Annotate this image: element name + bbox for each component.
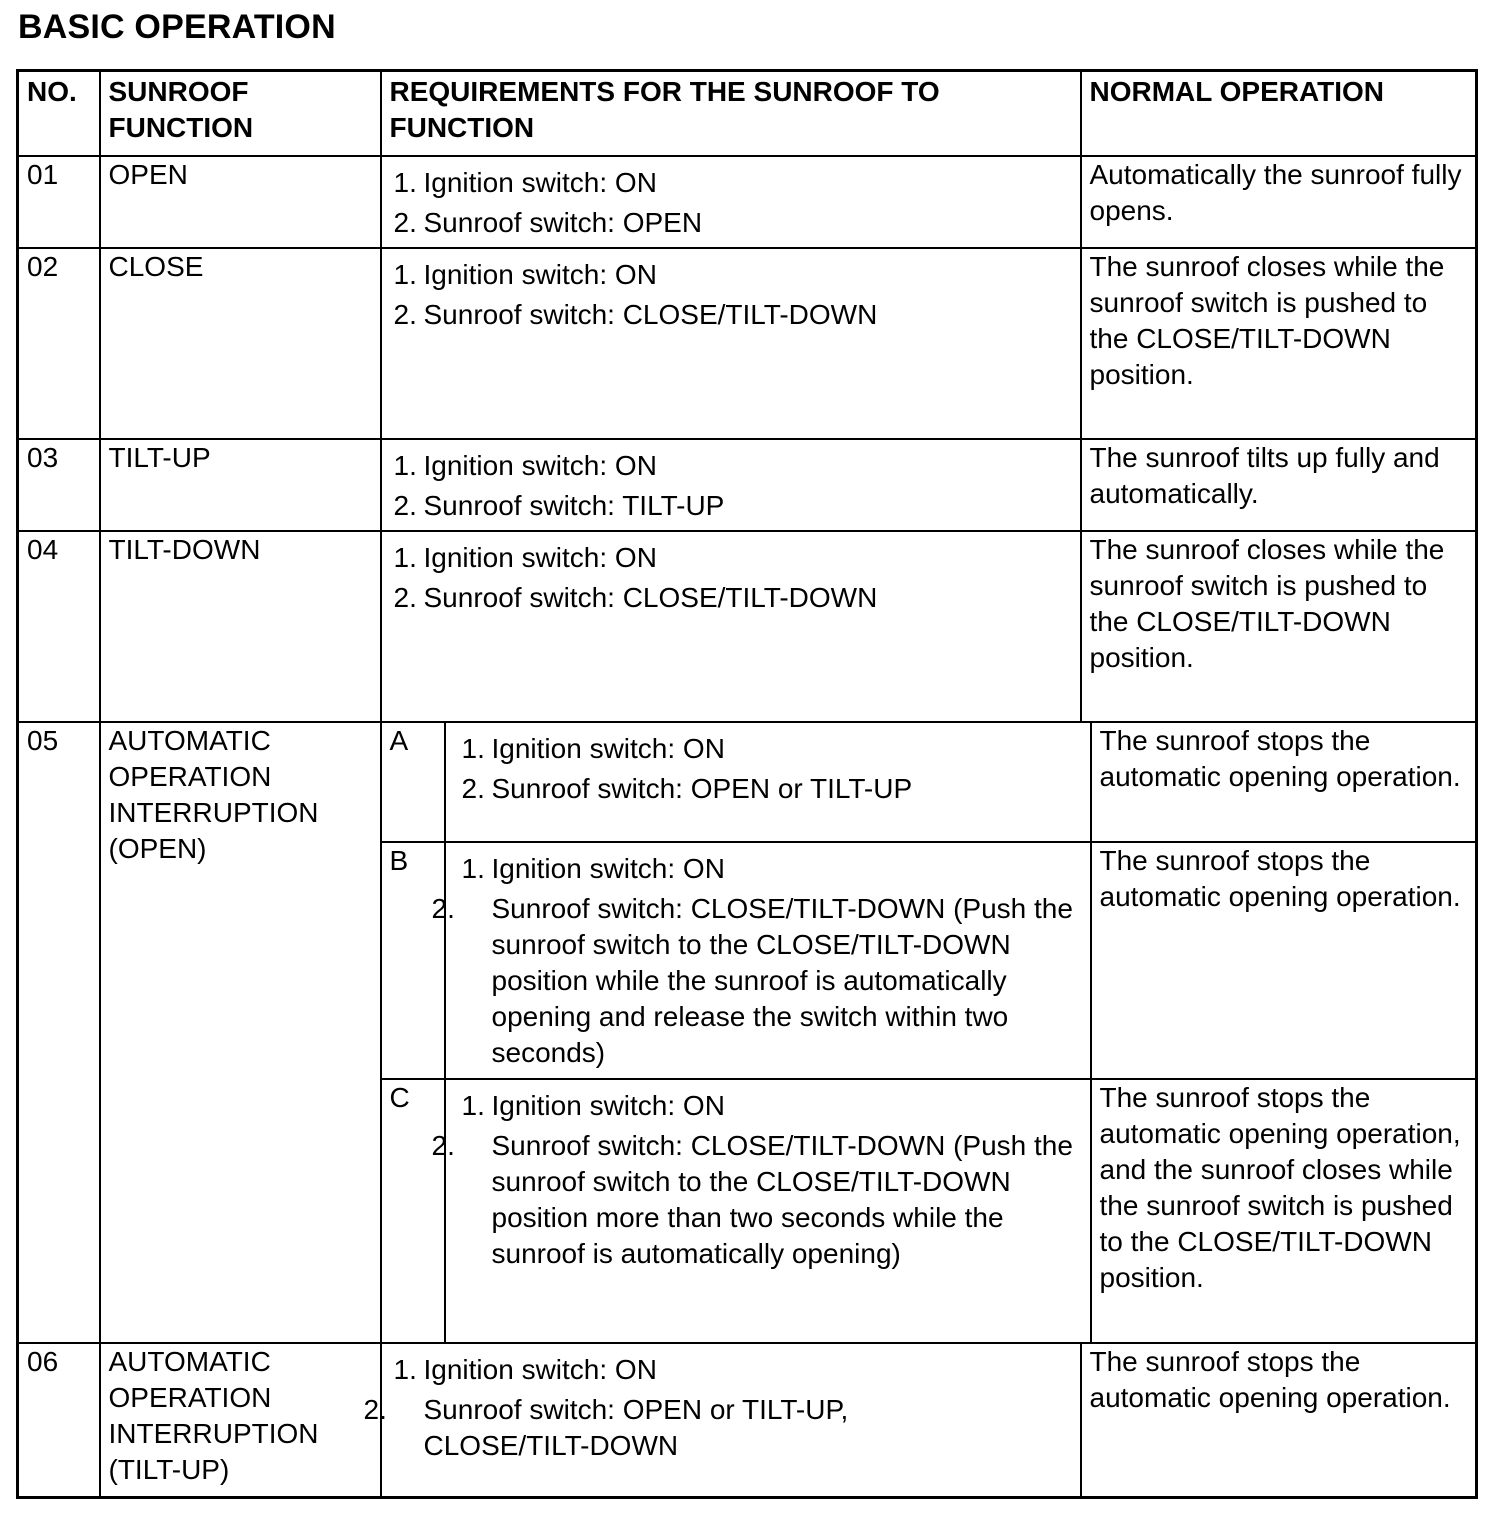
header-function: SUNROOF FUNCTION: [100, 71, 381, 156]
requirement-item: 1. Ignition switch: ON: [393, 541, 657, 573]
sub-row-b: [382, 843, 1476, 1080]
sub-letter: C: [382, 1080, 446, 1342]
row-normal-operation: The sunroof stops the automatic opening operation.: [1081, 1343, 1477, 1498]
requirement-item: 1. Ignition switch: ON: [461, 852, 725, 884]
requirement-item: 2. Sunroof switch: CLOSE/TILT-DOWN (Push the sunroof switch to the CLOSE/TILT-DOWN position more than two seconds while the sunroof is automatically opening): [431, 1129, 1073, 1269]
requirement-item: 2. Sunroof switch: TILT-UP: [393, 489, 725, 521]
requirement-item: 2. Sunroof switch: CLOSE/TILT-DOWN: [393, 298, 878, 330]
sub-letter: B: [382, 843, 446, 1078]
header-no: NO.: [18, 71, 100, 156]
row-requirements: [363, 1343, 1081, 1498]
requirement-item: 1. Ignition switch: ON: [461, 732, 725, 764]
table-row: [18, 156, 1477, 248]
row-normal-operation: The sunroof closes while the sunroof switch is pushed to the CLOSE/TILT-DOWN position.: [1081, 531, 1477, 722]
row-no: 06: [18, 1343, 100, 1498]
sub-normal-operation: The sunroof stops the automatic opening operation.: [1090, 843, 1476, 1078]
row-normal-operation: The sunroof closes while the sunroof switch is pushed to the CLOSE/TILT-DOWN position.: [1081, 248, 1477, 439]
sub-row-a: [382, 723, 1476, 843]
header-normal-operation: NORMAL OPERATION: [1081, 71, 1477, 156]
sub-normal-operation: The sunroof stops the automatic opening operation, and the sunroof closes while the sunroof switch is pushed to the CLOSE/TILT-DOWN position.: [1090, 1080, 1476, 1342]
table-row: [18, 722, 1477, 1343]
row-no: 05: [18, 722, 100, 1343]
sub-letter: A: [382, 723, 446, 841]
row-function: OPEN: [100, 156, 381, 248]
requirement-item: 2. Sunroof switch: OPEN or TILT-UP: [461, 772, 913, 804]
row-function: TILT-UP: [100, 439, 381, 531]
row-no: 03: [18, 439, 100, 531]
row-sub-conditions: [381, 722, 1477, 1343]
table-row: [18, 1343, 1477, 1498]
requirement-item: 1. Ignition switch: ON: [393, 449, 657, 481]
sub-requirements: [431, 1080, 1090, 1342]
sub-row-c: [382, 1080, 1476, 1342]
requirement-item: 2. Sunroof switch: OPEN: [393, 206, 703, 238]
row-requirements: [381, 531, 1081, 722]
basic-operation-table: [16, 69, 1478, 1499]
header-requirements: REQUIREMENTS FOR THE SUNROOF TO FUNCTION: [381, 71, 1081, 156]
requirement-item: 1. Ignition switch: ON: [393, 258, 657, 290]
row-function: TILT-DOWN: [100, 531, 381, 722]
page-title: BASIC OPERATION: [18, 8, 336, 46]
row-function: AUTOMATIC OPERATION INTERRUPTION (TILT-UP): [100, 1343, 381, 1498]
requirement-item: 1. Ignition switch: ON: [393, 166, 657, 198]
header-row: [18, 71, 1477, 156]
sub-requirements: [446, 723, 1090, 841]
sub-normal-operation: The sunroof stops the automatic opening operation.: [1090, 723, 1476, 841]
requirement-item: 2. Sunroof switch: CLOSE/TILT-DOWN (Push the sunroof switch to the CLOSE/TILT-DOWN position while the sunroof is automatically opening and release the switch within two seconds): [431, 892, 1073, 1068]
requirement-item: 1. Ignition switch: ON: [393, 1353, 657, 1385]
row-function: AUTOMATIC OPERATION INTERRUPTION (OPEN): [100, 722, 381, 1343]
row-no: 01: [18, 156, 100, 248]
row-requirements: [381, 248, 1081, 439]
row-function: CLOSE: [100, 248, 381, 439]
requirement-item: 2. Sunroof switch: CLOSE/TILT-DOWN: [393, 581, 878, 613]
requirement-item: 2. Sunroof switch: OPEN or TILT-UP, CLOSE/TILT-DOWN: [363, 1393, 849, 1461]
row-normal-operation: Automatically the sunroof fully opens.: [1081, 156, 1477, 248]
table-row: [18, 439, 1477, 531]
table-row: [18, 248, 1477, 439]
sub-requirements: [431, 843, 1090, 1078]
row-no: 04: [18, 531, 100, 722]
row-requirements: [381, 439, 1081, 531]
table-row: [18, 531, 1477, 722]
row-no: 02: [18, 248, 100, 439]
requirement-item: 1. Ignition switch: ON: [461, 1089, 725, 1121]
row-normal-operation: The sunroof tilts up fully and automatically.: [1081, 439, 1477, 531]
row-requirements: [381, 156, 1081, 248]
